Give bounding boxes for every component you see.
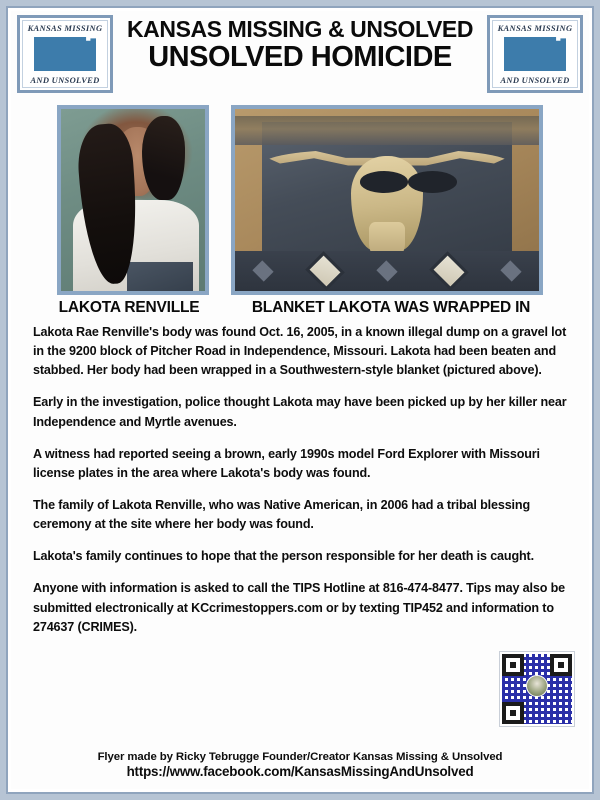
- logo-left-inner: [22, 20, 108, 88]
- page-title: [113, 15, 487, 74]
- blanket-diamond-small: [252, 260, 273, 281]
- blanket-image: [235, 109, 539, 291]
- footer-facebook-url[interactable]: https://www.facebook.com/KansasMissingAndUnsolved: [126, 764, 474, 779]
- logo-right-bottom-text: AND UNSOLVED: [500, 75, 570, 85]
- qr-finder-bottom-left: [502, 702, 524, 724]
- narrative-paragraph: The family of Lakota Renville, who was Native American, in 2006 had a tribal blessing ceremony at the site where her body was found.: [33, 497, 530, 532]
- steer-skull-eye-left: [360, 171, 409, 193]
- blanket-diamond-medallion: [305, 251, 345, 291]
- blanket-diamond-medallion: [429, 251, 469, 291]
- narrative-paragraph: Early in the investigation, police thought Lakota may have been picked up by her killer near Independence and Myrtle avenues.: [33, 395, 567, 429]
- kansas-state-shape-icon: [34, 37, 96, 71]
- logo-left: [17, 15, 113, 93]
- title-line-organization: KANSAS MISSING & UNSOLVED: [126, 16, 474, 42]
- qr-center-logo-icon: [526, 675, 548, 697]
- narrative-paragraph: Lakota's family continues to hope that the person responsible for her death is caught.: [33, 549, 534, 564]
- flyer-border-rule: [6, 6, 594, 794]
- logo-right-top-text: KANSAS MISSING: [497, 23, 573, 33]
- flyer-header: [11, 11, 589, 99]
- caption-blanket: BLANKET LAKOTA WAS WRAPPED IN: [251, 299, 531, 316]
- kansas-state-shape-icon: [504, 37, 566, 71]
- portrait-jeans: [127, 262, 193, 291]
- steer-skull-eye-right: [408, 171, 457, 193]
- qr-finder-top-left: [502, 654, 524, 676]
- caption-portrait: LAKOTA RENVILLE: [58, 299, 200, 316]
- blanket-top-band: [235, 116, 539, 145]
- caption-row: [11, 295, 589, 319]
- tip-line-paragraph: Anyone with information is asked to call the TIPS Hotline at 816-474-8477. Tips may also be submitted electronically at KCcrimestoppers.com or by texting TIP452 and information to 274637 (CRIMES).: [33, 581, 566, 634]
- portrait-image: [61, 109, 205, 291]
- blanket-diamond-small: [376, 260, 397, 281]
- narrative-paragraph: Lakota Rae Renville's body was found Oct. 16, 2005, in a known illegal dump on a gravel lot in the 9200 block of Pitcher Road in Independence, Missouri. Lakota had been beaten and stabbed. Her body had been wrapped in a Southwestern-style blanket (pictured above).: [33, 325, 567, 378]
- qr-code[interactable]: [499, 651, 575, 727]
- qr-finder-top-right: [550, 654, 572, 676]
- case-narrative: [11, 319, 589, 637]
- photo-portrait-victim: [57, 105, 209, 295]
- flyer-page: [11, 11, 589, 789]
- qr-code-matrix: [502, 654, 572, 724]
- blanket-diamond-small: [501, 260, 522, 281]
- photo-row: [11, 99, 589, 295]
- footer-credit: Flyer made by Ricky Tebrugge Founder/Creator Kansas Missing & Unsolved: [97, 751, 503, 763]
- title-line-case-type: UNSOLVED HOMICIDE: [148, 40, 452, 73]
- portrait-hair-right: [142, 116, 185, 200]
- flyer-footer: [11, 751, 589, 779]
- logo-left-bottom-text: AND UNSOLVED: [30, 75, 100, 85]
- photo-blanket-evidence: [231, 105, 543, 295]
- logo-right: [487, 15, 583, 93]
- blanket-bottom-border: [235, 251, 539, 291]
- narrative-paragraph: A witness had reported seeing a brown, early 1990s model Ford Explorer with Missouri license plates in the area where Lakota's body was found.: [33, 446, 540, 480]
- logo-right-inner: [492, 20, 578, 88]
- logo-left-top-text: KANSAS MISSING: [27, 23, 103, 33]
